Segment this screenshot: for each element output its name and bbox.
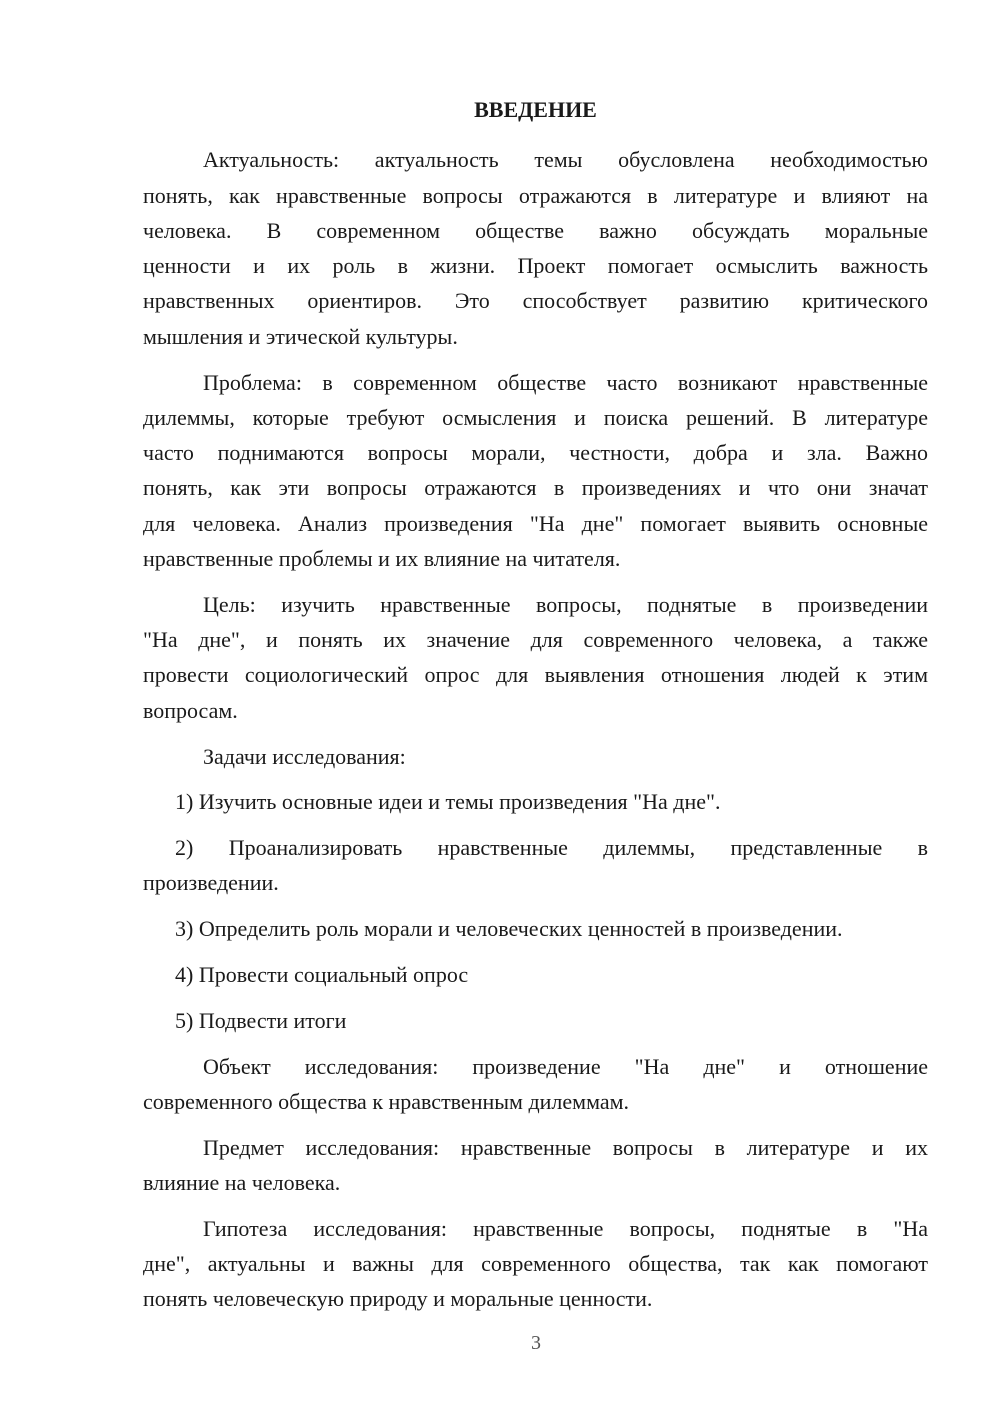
text-line: Предмет исследования: нравственные вопросы в литературе и их [203,1134,928,1160]
task-list-item [143,911,928,946]
text-line: Объект исследования: произведение "На дне" и отношение [203,1053,928,1079]
text-line: нравственных ориентиров. Это способствует развитию критического [143,288,928,314]
text-line: 4) Провести социальный опрос [175,962,469,988]
paragraph [143,1130,928,1201]
text-line: "На дне", и понять их значение для современного человека, а также [143,627,928,653]
text-line: понять, как нравственные вопросы отражаются в литературе и влияют на [143,182,928,208]
task-list-item [143,957,928,992]
text-line: современного общества к нравственным дилеммам. [143,1088,630,1114]
paragraph [143,365,928,577]
task-list-item [143,830,928,901]
task-list-item [143,1003,928,1038]
text-line: 5) Подвести итоги [175,1007,347,1033]
task-list-item [143,784,928,819]
paragraph [143,142,928,354]
text-line: Задачи исследования: [203,743,406,769]
section-title: ВВЕДЕНИЕ [474,97,597,122]
paragraph [143,1211,928,1317]
paragraph [143,739,928,774]
text-line: мышления и этической культуры. [143,323,458,349]
text-line: Цель: изучить нравственные вопросы, поднятые в произведении [203,591,928,617]
text-line: человека. В современном обществе важно обсуждать моральные [143,217,928,243]
text-line: понять, как эти вопросы отражаются в произведениях и что они значат [143,475,928,501]
text-line: понять человеческую природу и моральные ценности. [143,1286,653,1312]
paragraph [143,587,928,728]
text-line: нравственные проблемы и их влияние на читателя. [143,546,621,572]
text-line: влияние на человека. [143,1170,341,1196]
text-line: 2) Проанализировать нравственные дилеммы, представленные в [175,835,928,861]
text-line: вопросам. [143,697,238,723]
text-line: дилеммы, которые требуют осмысления и поиска решений. В литературе [143,404,928,430]
text-line: произведении. [143,870,279,896]
document-body [143,142,928,1316]
text-line: часто поднимаются вопросы морали, честности, добра и зла. Важно [143,440,928,466]
document-page [143,92,928,1327]
page-number: 3 [531,1332,541,1354]
text-line: провести социологический опрос для выявления отношения людей к этим [143,662,928,688]
text-line: для человека. Анализ произведения "На дне" помогает выявить основные [143,510,928,536]
text-line: Проблема: в современном обществе часто возникают нравственные [203,369,928,395]
paragraph [143,1049,928,1120]
text-line: 1) Изучить основные идеи и темы произведения "На дне". [175,789,721,815]
text-line: 3) Определить роль морали и человеческих ценностей в произведении. [175,916,843,942]
text-line: Гипотеза исследования: нравственные вопросы, поднятые в "На [203,1215,928,1241]
text-line: ценности и их роль в жизни. Проект помогает осмыслить важность [143,253,928,279]
text-line: Актуальность: актуальность темы обусловлена необходимостью [203,147,928,173]
text-line: дне", актуальны и важны для современного общества, так как помогают [143,1251,928,1277]
